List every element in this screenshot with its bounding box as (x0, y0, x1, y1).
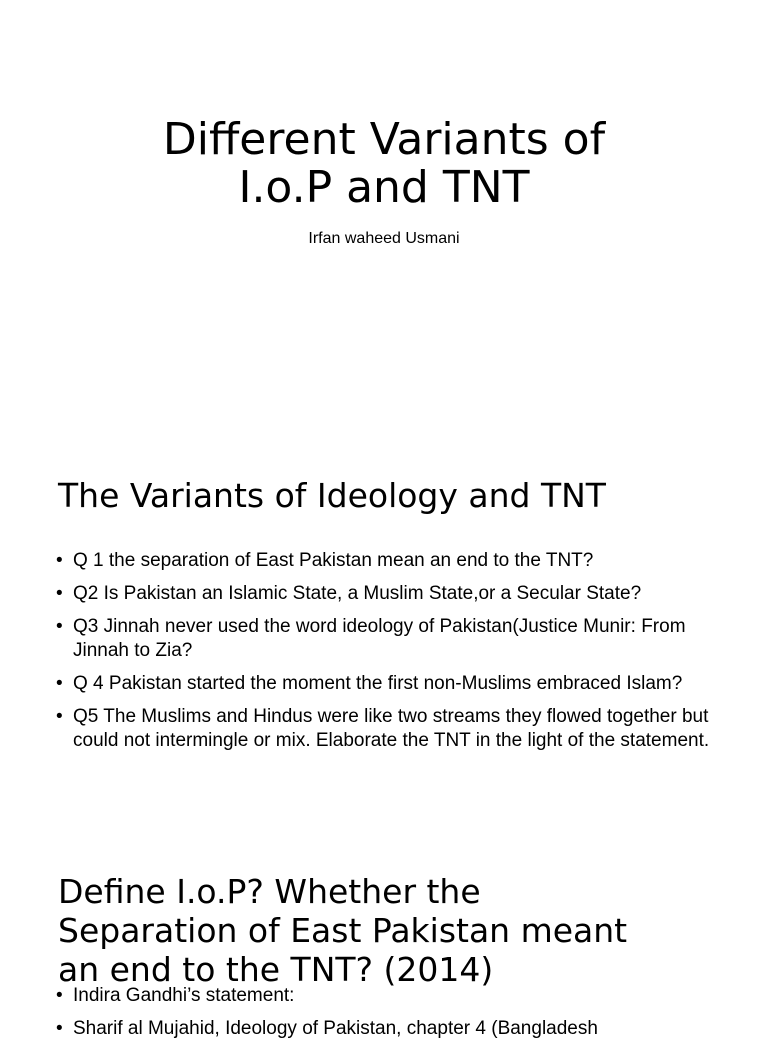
list-item-text: Sharif al Mujahid, Ideology of Pakistan, chapter 4 (Bangladesh (73, 1018, 598, 1039)
list-item-text: Q2 Is Pakistan an Islamic State, a Muslim State,or a Secular State? (73, 583, 642, 604)
bullet-icon: • (56, 583, 63, 604)
list-item (56, 1017, 716, 1041)
slide-define-iop (0, 850, 768, 1039)
heading-line-3: an end to the TNT? (2014) (58, 950, 494, 989)
title-line-2: I.o.P and TNT (238, 162, 530, 213)
slide-title (0, 0, 768, 430)
heading-line-1: Define I.o.P? Whether the (58, 872, 481, 911)
slide-heading: The Variants of Ideology and TNT (58, 476, 606, 515)
bullet-icon: • (56, 616, 63, 637)
bullet-icon: • (56, 1018, 63, 1039)
list-item-text: Indira Gandhi’s statement: (73, 985, 295, 1006)
list-item (56, 705, 716, 753)
bullet-icon: • (56, 985, 63, 1006)
list-item-text: Q5 The Muslims and Hindus were like two streams they flowed together but could not intermingle or mix. Elaborate the TNT in the light of the statement. (73, 706, 710, 751)
title-line-1: Different Variants of (162, 114, 606, 165)
list-item-text: Q 4 Pakistan started the moment the first non-Muslims embraced Islam? (73, 673, 683, 694)
slide-variants (0, 430, 768, 850)
list-item-text: Q 1 the separation of East Pakistan mean an end to the TNT? (73, 550, 594, 571)
bullet-icon: • (56, 550, 63, 571)
list-item (56, 984, 716, 1008)
presentation-title (0, 116, 768, 212)
heading-line-2: Separation of East Pakistan meant (58, 911, 628, 950)
list-item (56, 549, 716, 573)
bullet-icon: • (56, 706, 63, 727)
list-item (56, 582, 716, 606)
list-item-text: Q3 Jinnah never used the word ideology of Pakistan(Justice Munir: From Jinnah to Zia? (73, 616, 686, 661)
list-item (56, 615, 716, 663)
bullet-list (56, 549, 716, 762)
slide-heading (58, 872, 748, 989)
bullet-icon: • (56, 673, 63, 694)
list-item (56, 672, 716, 696)
author-name: Irfan waheed Usmani (308, 230, 460, 247)
bullet-list (56, 984, 716, 1050)
